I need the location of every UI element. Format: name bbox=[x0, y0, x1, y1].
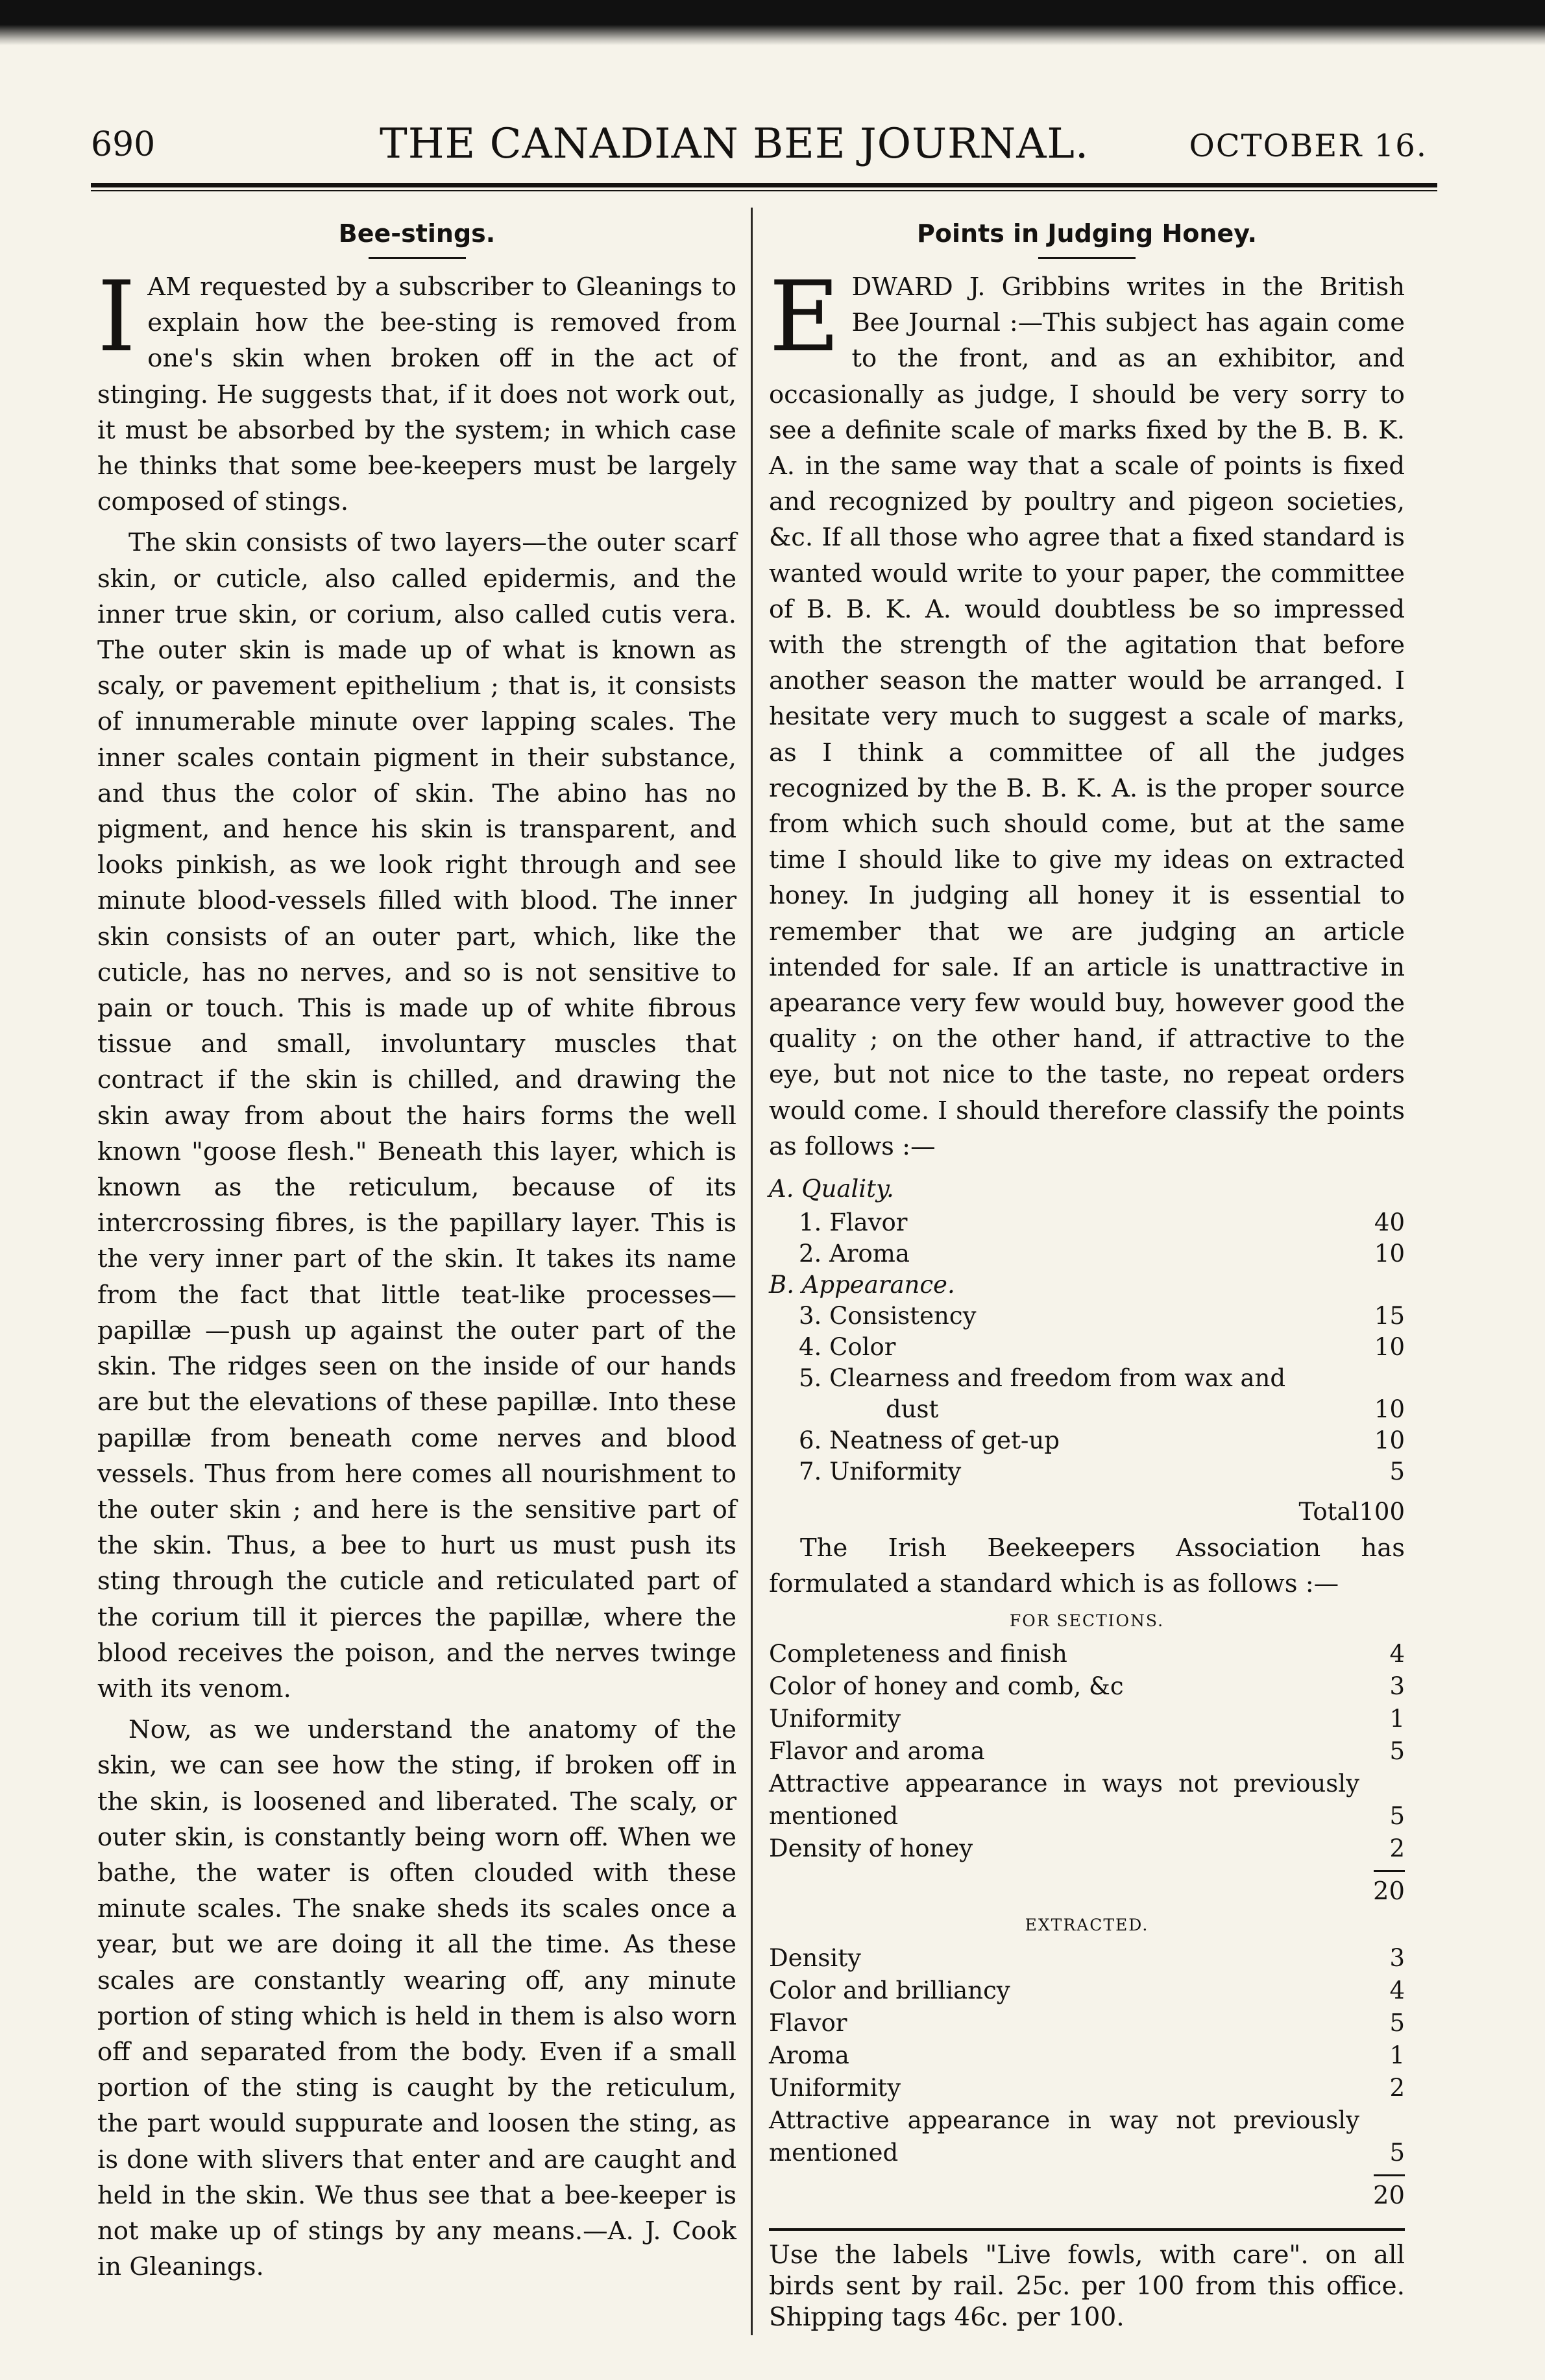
extracted-heading: EXTRACTED. bbox=[1025, 1916, 1149, 1935]
page-top-edge bbox=[0, 0, 1545, 45]
left-column bbox=[97, 214, 736, 2290]
article-paragraph: EDWARD J. Gribbins writes in the British Bee Journal :—This subject has again come to the front, and as an exhibitor, and occasionally as judge, I should be very sorry to see a definite scale of marks fixed by the B. B. K. A. in the same way that a scale of points is fixed and recognized by poultry and pigeon societies, &c. If all those who agree that a fixed standard is wanted would write to your paper, the committee of B. B. K. A. would doubtless be so impressed with the strength of the agitation that before another season the matter would be arranged. I hesitate very much to suggest a scale of marks, as I think a committee of all the judges recognized by the B. B. K. A. is the proper source from which such should come, but at the same time I should like to give my ideas on extracted honey. In judging all honey it is essential to remember that we are judging an article intended for sale. If an article is unattractive in apearance very few would buy, however good the quality ; on the other hand, if attractive to the eye, but not nice to the taste, no repeat orders would come. I should therefore classify the points as follows :— bbox=[769, 261, 1405, 1161]
article-title-judging-honey: Points in Judging Honey. bbox=[917, 219, 1257, 248]
title-rule bbox=[369, 257, 466, 259]
total-value: 100 bbox=[1359, 1498, 1405, 1526]
table-row: 2. Aroma 10 bbox=[799, 1240, 1405, 1268]
table-row: 4. Color 10 bbox=[799, 1333, 1405, 1362]
irish-standard-intro: The Irish Beekeepers Association has formulated a standard which is as follows :— bbox=[769, 1533, 1405, 1599]
table-row: dust 10 bbox=[886, 1395, 1405, 1424]
section-label-appearance: B. Appearance. bbox=[769, 1271, 955, 1299]
table-row: Color of honey and comb, &c 3 bbox=[769, 1672, 1405, 1701]
drop-cap: I bbox=[97, 261, 136, 374]
table-row: 1. Flavor 40 bbox=[799, 1208, 1405, 1237]
points-table bbox=[769, 1207, 1405, 1528]
table-row: Flavor 5 bbox=[769, 2009, 1405, 2037]
article-paragraph: The skin consists of two layers—the outer scarf skin, or cuticle, also called epidermis, and the inner true skin, or corium, also called cutis vera. The outer skin is made up of what is known as scaly, or pavement epithelium ; that is, it consists of innumerable minute over lapping scales. The inner scales contain pigment in their substance, and thus the color of skin. The abino has no pigment, and hence his skin is transparent, and looks pinkish, as we look right through and see minute blood-vessels filled with blood. The inner skin consists of an outer part, which, like the cuticle, has no nerves, and so is not sensitive to pain or touch. This is made up of white fibrous tissue and small, involuntary muscles that contract if the skin is chilled, and drawing the skin away from about the hairs forms the well known "goose flesh." Beneath this layer, which is known as the reticulum, because of its intercrossing fibres, is the papillary layer. This is the very inner part of the skin. It takes its name from the fact that little teat-like processes—papillæ —push up against the outer part of the skin. The ridges seen on the inside of our hands are but the elevations of these papillæ. Into these papillæ from beneath come nerves and blood vessels. Thus from here comes all nourishment to the outer skin ; and here is the sensitive part of the skin. Thus, a bee to hurt us must push its sting through the cuticle and reticulated part of the corium till it pierces the papillæ, where the blood receives the poison, and the nerves twinge with its venom. bbox=[97, 528, 736, 1703]
sections-heading: FOR SECTIONS. bbox=[1009, 1611, 1165, 1631]
section-label-quality: A. Quality. bbox=[769, 1175, 894, 1203]
drop-cap: E bbox=[769, 261, 840, 374]
table-row: Flavor and aroma 5 bbox=[769, 1737, 1405, 1766]
journal-title: THE CANADIAN BEE JOURNAL. bbox=[380, 120, 1089, 168]
table-row: 6. Neatness of get-up 10 bbox=[799, 1426, 1405, 1455]
sum-rule bbox=[1374, 1870, 1405, 1872]
table-row: 3. Consistency 15 bbox=[799, 1302, 1405, 1330]
table-row: 5. Clearness and freedom from wax and bbox=[799, 1364, 1286, 1393]
page-number: 690 bbox=[91, 125, 156, 164]
title-rule bbox=[1038, 257, 1136, 259]
article-paragraph: Now, as we understand the anatomy of the skin, we can see how the sting, if broken off in the skin, is loosened and liberated. The scaly, or outer skin, is constantly being worn off. When we bathe, the water is often clouded with these minute scales. The snake sheds its scales once a year, but we are doing it all the time. As these scales are constantly wearing off, any minute portion of sting which is held in them is also worn off and separated from the body. Even if a small portion of the sting is caught by the reticulum, the part would suppurate and loosen the sting, as is done with slivers that enter and are caught and held in the skin. We thus see that a bee-keeper is not make up of stings by any means.—A. J. Cook in Gleanings. bbox=[97, 1715, 736, 2282]
sections-total: 20 bbox=[1373, 1877, 1405, 1906]
labels-advertisement: Use the labels "Live fowls, with care". on all birds sent by rail. 25c. per 100 from this office. Shipping tags 46c. per 100. bbox=[769, 2241, 1405, 2333]
table-row: Attractive appearance in way not previously mentioned 5 bbox=[769, 2106, 1405, 2167]
table-row: Completeness and finish 4 bbox=[769, 1640, 1405, 1668]
header-rule-thin bbox=[91, 190, 1437, 191]
sum-rule bbox=[1374, 2174, 1405, 2176]
table-row: Density 3 bbox=[769, 1944, 1405, 1973]
column-divider bbox=[751, 208, 753, 2335]
sections-table bbox=[769, 1638, 1405, 1865]
total-row bbox=[769, 1487, 1405, 1528]
table-row: Aroma 1 bbox=[769, 2041, 1405, 2070]
table-row: Attractive appearance in ways not previously mentioned 5 bbox=[769, 1770, 1405, 1831]
article-paragraph: IAM requested by a subscriber to Gleanings to explain how the bee-sting is removed from one's skin when broken off in the act of stinging. He suggests that, if it does not work out, it must be absorbed by the system; in which case he thinks that some bee-keepers must be largely composed of stings. bbox=[97, 261, 736, 517]
header-rule bbox=[91, 183, 1437, 187]
table-row: 7. Uniformity 5 bbox=[799, 1458, 1405, 1486]
table-row: Density of honey 2 bbox=[769, 1834, 1405, 1863]
article-title-bee-stings: Bee-stings. bbox=[338, 219, 496, 248]
table-row bbox=[769, 1269, 1405, 1301]
extracted-total: 20 bbox=[1373, 2181, 1405, 2211]
issue-date: OCTOBER 16. bbox=[1189, 128, 1428, 164]
right-column bbox=[769, 214, 1405, 2338]
table-row: Uniformity 1 bbox=[769, 1705, 1405, 1733]
running-header bbox=[91, 120, 1454, 178]
table-row: Color and brilliancy 4 bbox=[769, 1977, 1405, 2005]
extracted-table bbox=[769, 1942, 1405, 2169]
advertisement-rule bbox=[769, 2228, 1405, 2231]
total-label: Total bbox=[1298, 1498, 1359, 1526]
table-row: Uniformity 2 bbox=[769, 2074, 1405, 2102]
